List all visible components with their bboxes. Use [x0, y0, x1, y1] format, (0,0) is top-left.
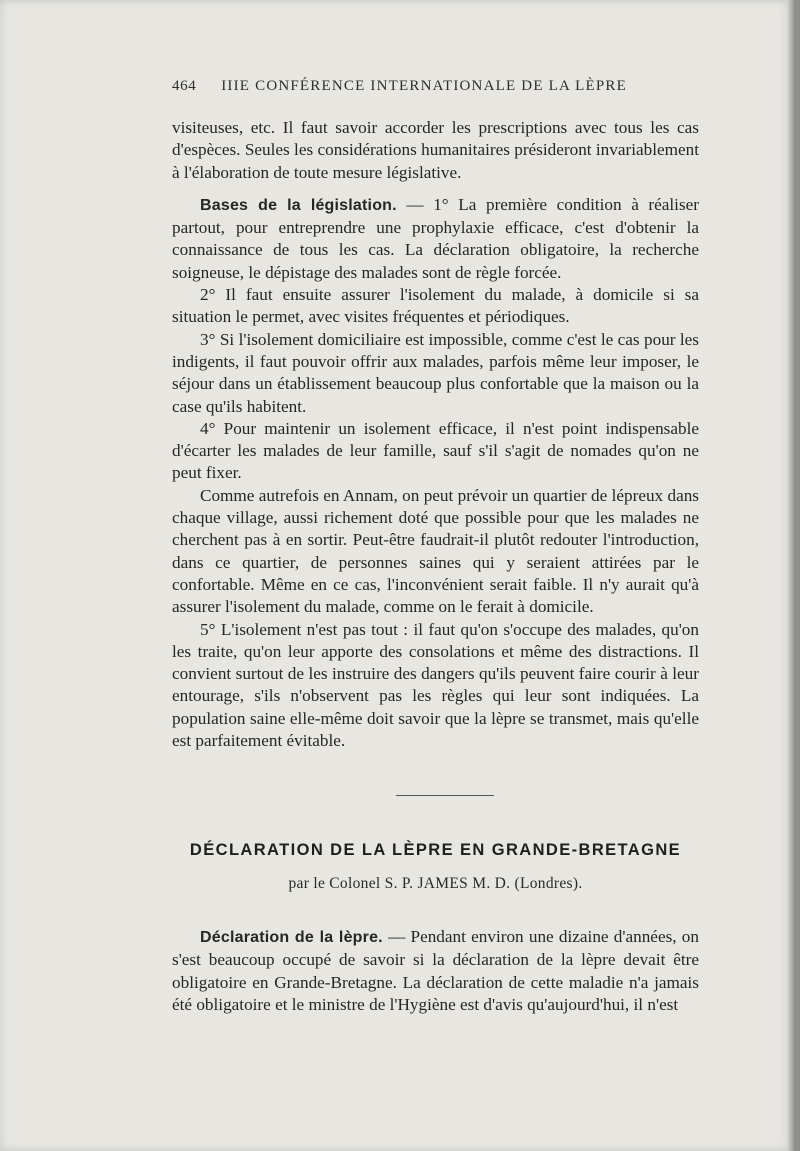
paragraph-annam — [172, 485, 699, 619]
section-text — [172, 926, 699, 1016]
paragraph-declaration — [172, 926, 699, 1016]
main-text — [172, 117, 699, 752]
running-header — [172, 78, 627, 100]
paragraph-text: 4° Pour maintenir un isolement efficace, il n'est point indispensable d'écarter les malades de leur famille, sauf s'il s'agit de nomades qu'on ne peut fixer. — [172, 418, 699, 483]
paragraph-item-4 — [172, 418, 699, 485]
paragraph-text: 5° L'isolement n'est pas tout : il faut qu'on s'occupe des malades, qu'on les traite, qu'on leur apporte des consolations et même des distractions. Il convient surtout de les instruire des dangers qu'ils peuvent faire courir à leur entourage, s'ils n'observent pas les règles qui leur sont indiquées. La population saine elle-même doit savoir que la lèpre se transmet, mais qu'elle est parfaitement évitable. — [172, 619, 699, 751]
paragraph-item-3 — [172, 329, 699, 418]
paragraph-bases — [172, 194, 699, 284]
section-divider — [396, 795, 494, 796]
paragraph-text: — 1° La première condition à réaliser partout, pour entreprendre une prophylaxie efficace, c'est d'obtenir la connaissance de tous les cas. La déclaration obligatoire, la recherche soigneuse, le dépistage des malades sont de règle forcée. — [172, 194, 699, 282]
paragraph-text: visiteuses, etc. Il faut savoir accorder les prescriptions avec tous les cas d'espèces. Seules les considérations humanitaires présideront invariablement à l'élaboration de toute mesure législative. — [172, 118, 699, 182]
paragraph-item-5 — [172, 619, 699, 753]
paragraph-item-2 — [172, 284, 699, 329]
paragraph-lead: Bases de la législation. — [200, 196, 397, 214]
paragraph-lead: Déclaration de la lèpre. — [200, 929, 383, 946]
paragraph-text: — Pendant environ une dizaine d'années, on s'est beaucoup occupé de savoir si la déclaration de la lèpre devait être obligatoire en Grande-Bretagne. La déclaration de cette maladie n'a jamais été obligatoire et le ministre de l'Hygiène est d'avis qu'aujourd'hui, il n'est — [172, 927, 699, 1014]
paragraph-text: 3° Si l'isolement domiciliaire est impossible, comme c'est le cas pour les indigents, il faut pouvoir offrir aux malades, parfois même leur imposer, le séjour dans un établissement beaucoup plus confortable que la maison ou la case qu'ils habitent. — [172, 329, 699, 416]
paragraph-text: 2° Il faut ensuite assurer l'isolement du malade, à domicile si sa situation le permet, avec visites fréquentes et périodiques. — [172, 285, 699, 327]
page-edge — [788, 0, 794, 1151]
page-number: 464 — [172, 78, 197, 94]
running-title: IIIE CONFÉRENCE INTERNATIONALE DE LA LÈPRE — [221, 78, 627, 94]
paragraph-text: Comme autrefois en Annam, on peut prévoir un quartier de lépreux dans chaque village, aussi richement doté que possible pour que les malades ne cherchent pas à en sortir. Peut-être faudrait-il plutôt redouter l'introduction, dans ce quartier, de personnes saines qui y seraient attirées par le confortable. Même en ce cas, l'inconvénient serait faible. Il n'y aurait qu'à assurer l'isolement du malade, comme on le ferait à domicile. — [172, 485, 699, 617]
author-byline: par le Colonel S. P. JAMES M. D. (Londres). — [288, 875, 583, 892]
section-title: DÉCLARATION DE LA LÈPRE EN GRANDE-BRETAGNE — [189, 841, 682, 859]
paragraph-continuation — [172, 117, 699, 184]
